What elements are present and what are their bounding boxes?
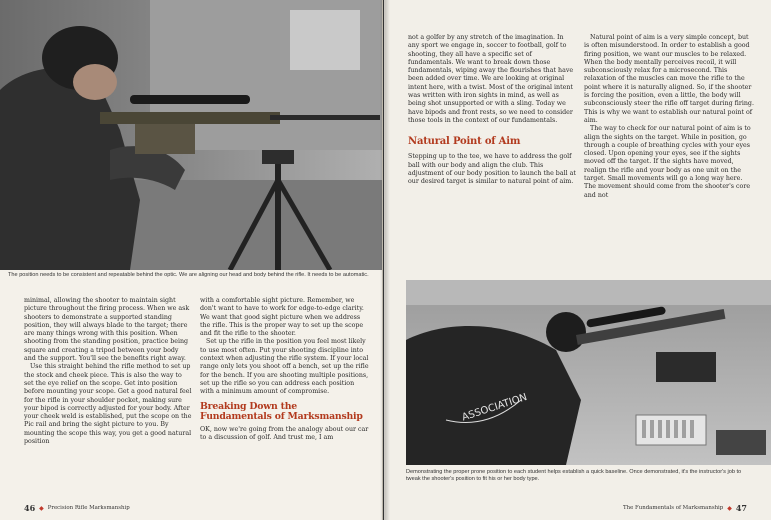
paragraph: Stepping up to the tee, we have to address the golf ball with our body and align the club. This adjustment of our body position to launch the ball at our desired target is similar to natural point of aim. [408,153,576,186]
running-title: Precision Rifle Marksmanship [47,505,130,511]
right-page [384,0,771,520]
paragraph: minimal, allowing the shooter to maintain sight picture throughout the firing process. When we ask shooters to demonstrate a supported standing position, they will always blade to the target; there are many things wrong with this position. When shooting from the standing position, practice being square and creating a tripod between your body and the support. You'll see the benefits right away. [24,297,190,363]
paragraph: not a golfer by any stretch of the imagination. In any sport we engage in, soccer to football, golf to shooting, they all have a specific set of fundamentals. We want to break down those fundamentals, wiping away the flourishes that have been added over time. We are looking at original intent here, with a twist. Most of the original intent was written with iron sights in mind, as well as being shot unsupported or with a sling. Today we have bipods and front rests, so we need to consider those tools in the context of our fundamentals. [408,34,574,124]
paragraph: OK, now we're going from the analogy about our car to a discussion of golf. And trust me, I am [200,425,369,441]
right-column-1 [408,34,576,186]
page-number: 47 [735,503,747,513]
right-column-2 [584,34,754,200]
paragraph: The way to check for our natural point of aim is to align the sights on the target. While in position, go through a couple of breathing cycles with your eyes closed. Upon opening your eyes, see if the sights moved off the target. If the sights have moved, realign the rifle and your body as one unit on the target. Small movements will go a long way here. The movement should come from the shooter's core and not [584,125,751,199]
running-title: The Fundamentals of Marksmanship [623,505,724,511]
paragraph: with a comfortable sight picture. Remember, we don't want to have to work for edge-to-edge clarity. We want that good sight picture when we address the rifle. This is the proper way to set up the scope and fit the rifle to the shooter. [200,297,364,338]
paragraph: Set up the rifle in the position you feel most likely to use most often. Put your shooting discipline into context when adjusting the rifle system. If your local range only lets you shoot off a bench, set up the rifle for the bench. If you are shooting multiple positions, set up the rifle so you can address each position with a minimum amount of compromise. [200,338,369,396]
shirt-lettering: ASSOCIATION [460,392,529,424]
photo-caption: The position needs to be consistent and repeatable behind the optic. We are aligning our head and body behind the rifle. It needs to be automatic. [8,272,369,278]
left-column-2 [200,297,370,442]
paragraph: Natural point of aim is a very simple concept, but is often misunderstood. In order to establish a good firing position, we want our muscles to be relaxed. When the body mentally perceives recoil, it will subconsciously relax for a microsecond. This relaxation of the muscles can move the rifle to the point where it is naturally aligned. So, if the shooter is forcing the position, even a little, the body will subconsciously steer the rifle off target during firing. This is why we want to establish our natural point of aim. [584,34,754,124]
standing-shooter-photo [0,0,383,270]
book-gutter [380,0,390,520]
page-footer [24,503,130,513]
section-heading: Breaking Down the Fundamentals of Marksmanship [200,400,363,422]
left-column-1 [24,297,192,446]
left-page [0,0,383,520]
photo-caption: Demonstrating the proper prone position to each student helps establish a quick baseline. Once demonstrated, it's the instructor's job to tweak the shooter's position to fit his or her body type. [406,469,742,482]
section-heading: Natural Point of Aim [408,136,521,148]
page-footer [623,503,747,513]
diamond-icon: ◆ [39,504,44,512]
paragraph: Use this straight behind the rifle method to set up the stock and cheek piece. This is also the way to set the eye relief on the scope. Get into position before mounting your scope. Get a good natural feel for the rifle in your shoulder pocket, making sure your bipod is correctly adjusted for your body. After your cheek weld is established, put the scope on the Pic rail and bring the sight picture to you. By mounting the scope this way, you get a good natural position [24,363,192,446]
diamond-icon: ◆ [727,504,732,512]
prone-shooter-photo [406,280,771,465]
page-number: 46 [24,503,36,513]
